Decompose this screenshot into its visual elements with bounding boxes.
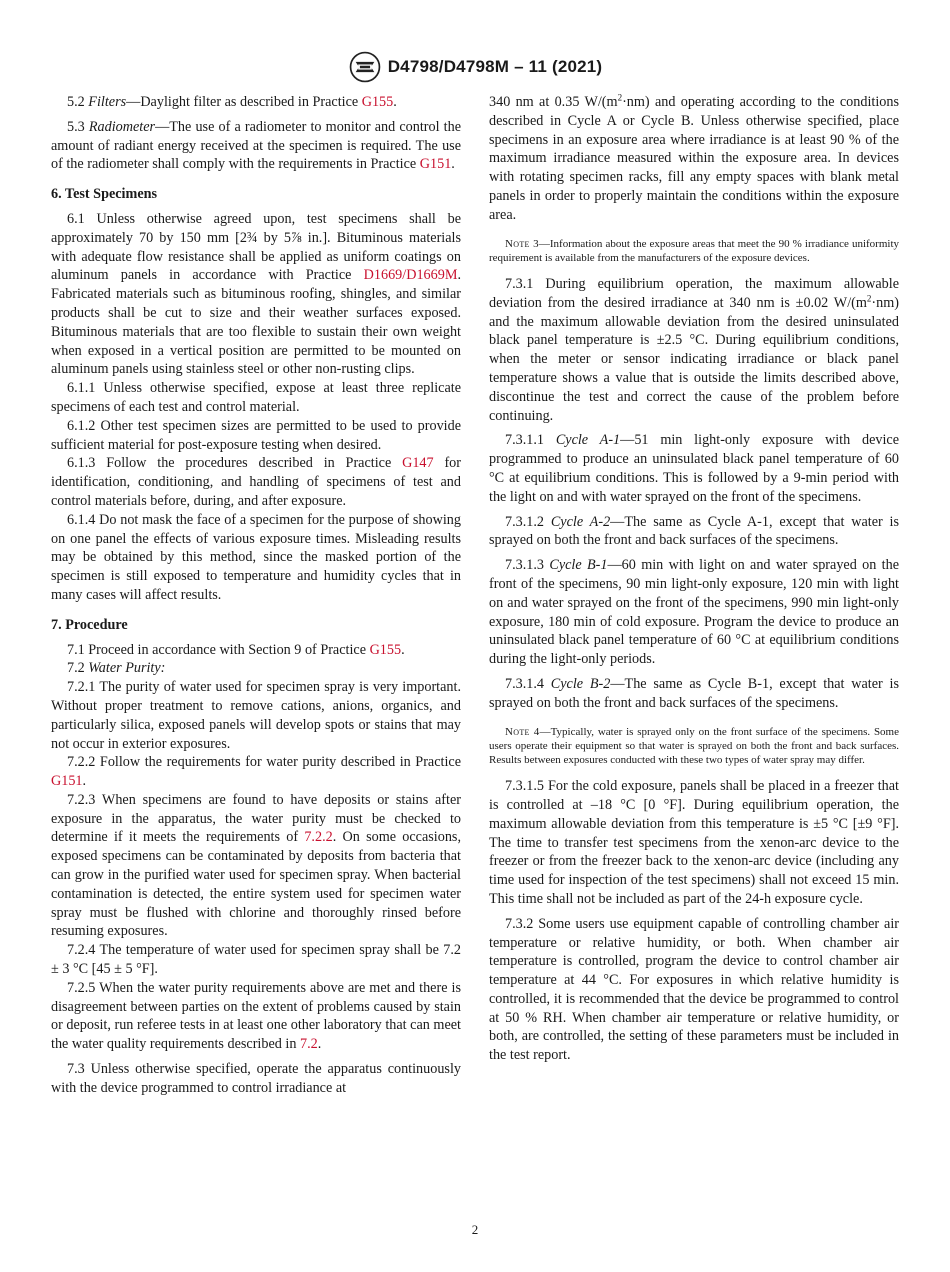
section-7-3-1-1: 7.3.1.1 Cycle A-1—51 min light-only exposure with device programmed to produce an uninsulated black panel temperature of 60 °C at equilibrium conditions. This is followed by a 9-min period with the light on and with water sprayed on the front of the specimens. bbox=[489, 432, 899, 505]
section-7-2-2: 7.2.2 Follow the requirements for water purity described in Practice G151. bbox=[51, 754, 461, 790]
ref-link[interactable]: 7.2 bbox=[299, 1036, 318, 1053]
section-7-3-1-2: 7.3.1.2 Cycle A-2—The same as Cycle A-1, except that water is sprayed on both the front and back surfaces of the specimens. bbox=[489, 513, 900, 549]
section-7-3-continued: 340 nm at 0.35 $W/(m^2\cdot nm)$ and operating according to the conditions described in Cycle A or Cycle B. Unless otherwise specified, place specimens in an exposure area where irradiance is at least 90 % of the maximum irradiance measured within the exposure area. In devices with rotating specimen racks, fill any empty spaces with blank metal panels in order to properly maintain the conditions within the exposure area. bbox=[489, 92, 899, 223]
section-7-3: 7.3 Unless otherwise specified, operate the apparatus continuously with the device programmed to control irradiance at bbox=[51, 1061, 461, 1096]
section-7-2: 7.2 Water Purity: bbox=[67, 660, 166, 677]
section-7-3-2: 7.3.2 Some users use equipment capable of controlling chamber air temperature or relative humidity, or both. When chamber air temperature is controlled, program the device to control chamber air temperature at 44 °C. For exposures in which relative humidity is controlled, it is recommended that the device be programmed to control at 50 % RH. When chamber air temperature or relative humidity, or both, are controlled, the setting of these parameters must be included in the test report. bbox=[489, 915, 899, 1064]
section-6-1-3: 6.1.3 Follow the procedures described in Practice G147 for identification, conditioning, and handling of specimens of test and control materials before, during, and after exposure. bbox=[51, 455, 462, 509]
section-7-2-1: 7.2.1 The purity of water used for specimen spray is very important. Without proper treatment to remove cations, anions, organics, and particularly silica, exposed panels will develop spots or stains that may not occur in exterior exposures. bbox=[51, 679, 461, 752]
document-title: D4798/D4798M – 11 (2021) bbox=[387, 57, 603, 76]
ref-link[interactable]: 7.2.2 bbox=[304, 829, 333, 846]
ref-link[interactable]: G155 bbox=[361, 94, 394, 110]
section-6-1-1: 6.1.1 Unless otherwise specified, expose at least three replicate specimens of each test and control material. bbox=[51, 380, 461, 415]
section-7-1: 7.1 Proceed in accordance with Section 9 of Practice G155. bbox=[67, 641, 405, 658]
ref-link[interactable]: G155 bbox=[369, 641, 402, 658]
ref-link[interactable]: D1669/D1669M bbox=[363, 267, 458, 284]
ref-link[interactable]: G151 bbox=[419, 156, 452, 173]
ref-link[interactable]: G151 bbox=[51, 773, 83, 790]
section-5-2: 5.2 Filters—Daylight filter as described in Practice G155. bbox=[67, 94, 397, 110]
section-6-1-4: 6.1.4 Do not mask the face of a specimen for the purpose of showing on one panel the effects of various exposure times. Misleading results may be obtained by this method, since the masked portion of the specimen is still exposed to temperature and humidity cycles that in many cases will affect results. bbox=[51, 511, 461, 603]
section-7-3-1: 7.3.1 During equilibrium operation, the maximum allowable deviation from the desired irradiance at 340 nm is ±0.02 $W/(m^2\cdot nm)$ and the maximum allowable deviation from the desired uninsulated black panel temperature is ±2.5 °C. During equilibrium conditions, when the meter or sensor indicating irradiance or black panel temperature shows a value that is outside the limits described above, discontinue the test and correct the cause of the problem before continuing. bbox=[489, 275, 899, 424]
heading-procedure: 7. Procedure bbox=[51, 616, 128, 633]
section-7-3-1-3: 7.3.1.3 Cycle B-1—60 min with light on and water sprayed on the front of the specimens, 90 min light-only exposure, 120 min with light on and water sprayed on the front of the specimens, 990 min light-only exposure, 180 min of cold exposure. Program the device to produce an uninsulated black panel temperature of 60 °C at equilibrium conditions during the light-only periods. bbox=[489, 557, 900, 668]
section-6-1-2: 6.1.2 Other test specimen sizes are permitted to be used to provide sufficient material for post-exposure testing when desired. bbox=[51, 417, 461, 453]
right-column bbox=[489, 93, 899, 1065]
section-7-2-4: 7.2.4 The temperature of water used for specimen spray shall be 7.2 ± 3 °C [45 ± 5 °F]. bbox=[51, 942, 461, 978]
left-column bbox=[51, 93, 461, 1098]
note-3: Note 3—Information about the exposure areas that meet the 90 % irradiance uniformity requirement is available from the manufacturers of the exposure devices. bbox=[489, 237, 900, 264]
page-number: 2 bbox=[471, 1222, 479, 1237]
page-header bbox=[0, 50, 950, 84]
section-7-2-3: 7.2.3 When specimens are found to have deposits or stains after exposure in the apparatus, the water purity must be checked to determine if it meets the requirements of 7.2.2. On some occasions, exposed specimens can be contaminated by deposits from bacteria that can grow in the purified water used for specimen spray. When bacterial contamination is detected, the entire system used for specimen water spray must be flushed with chlorine and thoroughly rinsed before resuming exposures. bbox=[51, 791, 461, 940]
heading-test-specimens: 6. Test Specimens bbox=[51, 186, 158, 203]
section-6-1: 6.1 Unless otherwise agreed upon, test specimens shall be approximately 70 by 150 mm [2¾ by 5⅞ in.]. Bituminous materials with adequate flow resistance shall be applied as uniform coatings on aluminum panels in accordance with Practice D1669/D1669M. Fabricated materials such as bituminous roofing, shingles, and similar products shall be cut to size and their weather surfaces exposed. Bituminous materials that are too flexible to sustain their own weight when exposed in a vertical position are permitted to be mounted on aluminum panels using stainless steel or other non-rusting clips. bbox=[51, 210, 461, 378]
section-5-3: 5.3 Radiometer—The use of a radiometer to monitor and control the amount of radiant energy received at the specimen is required. The use of the radiometer shall comply with the requirements in Practice G151. bbox=[51, 118, 461, 173]
ref-link[interactable]: G147 bbox=[402, 455, 434, 472]
section-7-3-1-5: 7.3.1.5 For the cold exposure, panels shall be placed in a freezer that is controlled at –18 °C [0 °F]. During equilibrium operation, the maximum allowable deviation from this temperature is ±5 °C [±9 °F]. The time to transfer test specimens from the xenon-arc device to the freezer or from the freezer back to the xenon-arc device (including any time used for inspection of the test specimens) shall not exceed 15 min. This time shall not be included as part of the 24-h exposure cycle. bbox=[489, 778, 899, 907]
section-7-2-5: 7.2.5 When the water purity requirements above are met and there is disagreement between parties on the extent of problems caused by stain or deposit, run referee tests in at least one other laboratory that can meet the water quality requirements described in 7.2. bbox=[51, 979, 461, 1053]
astm-logo-icon bbox=[348, 50, 382, 84]
section-7-3-1-4: 7.3.1.4 Cycle B-2—The same as Cycle B-1, except that water is sprayed on both the front and back surfaces of the specimens. bbox=[489, 675, 899, 711]
note-4: Note 4—Typically, water is sprayed only on the front surface of the specimens. Some users operate their equipment so that water is sprayed on both the front and back surfaces. Results between exposures conducted with these two types of water spray may differ. bbox=[489, 725, 899, 766]
